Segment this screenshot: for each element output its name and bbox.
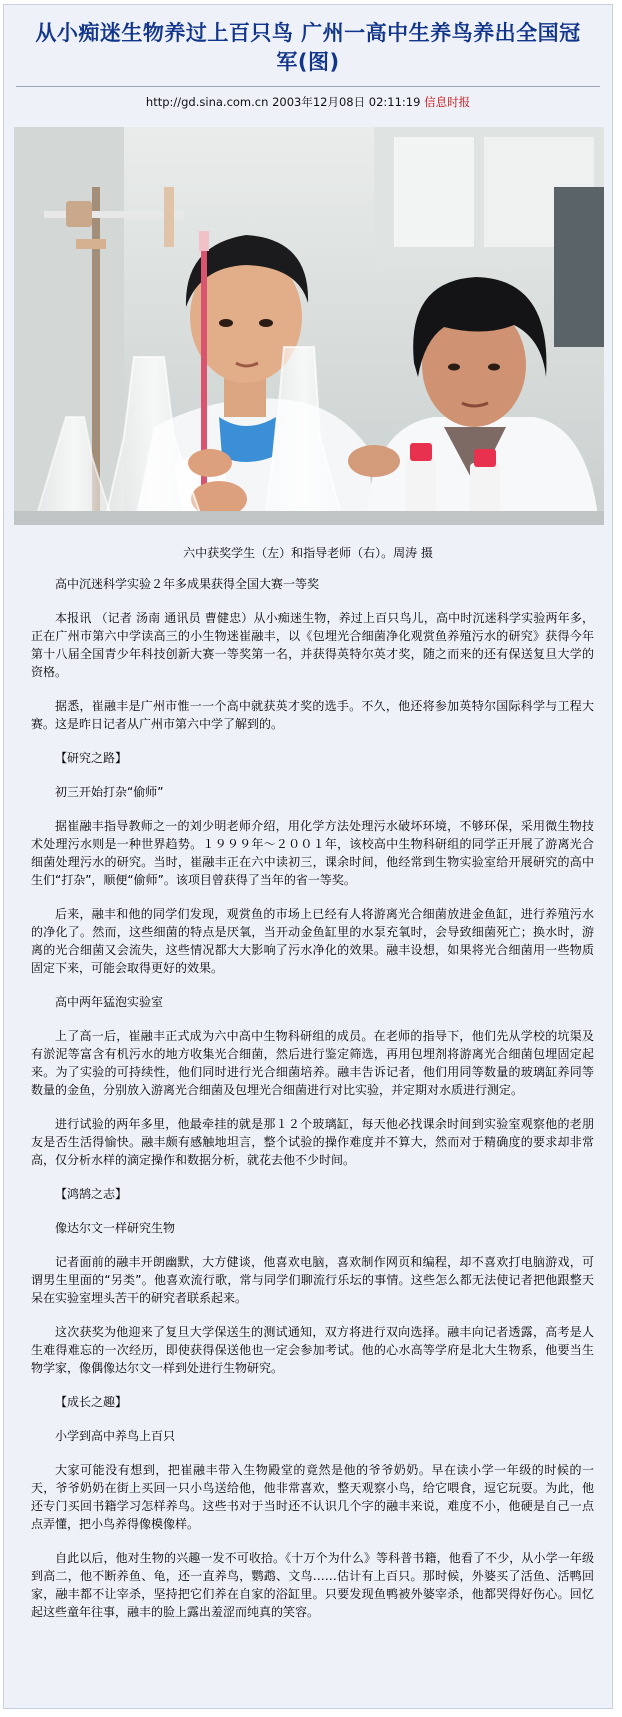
article-paragraph: 进行试验的两年多里，他最牵挂的就是那１２个玻璃缸，每天他必找课余时间到实验室观察他的老朋友是否生活得愉快。融丰颇有感触地坦言，整个试验的操作难度并不算大，然而对于精确度的要求却非常高，仅分析水样的滴定操作和数据分析，就花去他不少时间。 (31, 1117, 594, 1167)
sub-heading: 高中两年猛泡实验室 (55, 995, 164, 1009)
article-paragraph: 大家可能没有想到，把崔融丰带入生物殿堂的竟然是他的爷爷奶奶。早在读小学一年级的时候的一天，爷爷奶奶在街上买回一只小鸟送给他，他非常喜欢，整天观察小鸟，给它喂食，逗它玩耍。为此，他还专门买回书籍学习怎样养鸟。这些书对于当时还不认识几个字的融丰来说，难度不小，他硬是自己一点点弄懂，把小鸟养得像模像样。 (31, 1463, 594, 1531)
sub-heading: 小学到高中养鸟上百只 (55, 1429, 176, 1443)
article-photo (14, 127, 604, 525)
article-paragraph: 记者面前的融丰开朗幽默，大方健谈，他喜欢电脑，喜欢制作网页和编程，却不喜欢打电脑游戏，可谓男生里面的“另类”。他喜欢流行歌，常与同学们聊流行乐坛的事情。这些怎么都无法使记者把他跟整天呆在实验室埋头苦干的研究者联系起来。 (31, 1255, 594, 1305)
article-page (3, 4, 613, 1709)
section-heading: 【成长之趣】 (55, 1395, 128, 1409)
source-link[interactable]: 信息时报 (424, 95, 471, 109)
article-paragraph: 自此以后，他对生物的兴趣一发不可收拾。《十万个为什么》等科普书籍，他看了不少，从小学一年级到高二，他不断养鱼、龟，还一直养鸟，鹦鹉、文鸟……估计有上百只。那时候，外婆买了活鱼、活鸭回家，融丰都不让宰杀，坚持把它们养在自家的浴缸里。只要发现鱼鸭被外婆宰杀，他都哭得好伤心。回忆起这些童年往事，融丰的脸上露出羞涩而纯真的笑容。 (31, 1551, 594, 1619)
article-paragraph: 上了高一后，崔融丰正式成为六中高中生物科研组的成员。在老师的指导下，他们先从学校的坑渠及有淤泥等富含有机污水的地方收集光合细菌，然后进行鉴定筛选，再用包埋剂将游离光合细菌包埋固定起来。为了实验的可持续性，他们同时进行光合细菌培养。融丰告诉记者，他们用同等数量的玻璃缸养同等数量的金鱼，分别放入游离光合细菌及包埋光合细菌进行对比实验，并定期对水质进行测定。 (31, 1029, 594, 1097)
sub-heading: 像达尔文一样研究生物 (55, 1221, 176, 1235)
article-paragraph: 后来，融丰和他的同学们发现，观赏鱼的市场上已经有人将游离光合细菌放进金鱼缸，进行养殖污水的净化了。然而，这些细菌的特点是厌氧，当开动金鱼缸里的水泵充氧时，会导致细菌死亡；换水时，游离的光合细菌又会流失，这些情况都大大影响了污水净化的效果。融丰设想，如果将光合细菌用一些物质固定下来，可能会取得更好的效果。 (31, 907, 594, 975)
article-subtitle: 高中沉迷科学实验２年多成果获得全国大赛一等奖 (55, 577, 320, 591)
sub-heading: 初三开始打杂“偷师” (55, 785, 164, 799)
publish-time: 02:11:19 (368, 95, 421, 109)
article-title: 从小痴迷生物养过上百只鸟 广州一高中生养鸟养出全国冠军(图) (35, 21, 581, 74)
title-divider (16, 86, 600, 87)
article-meta (4, 94, 612, 110)
source-url: http://gd.sina.com.cn (145, 95, 269, 109)
article-body (31, 575, 594, 1621)
article-paragraph: 据崔融丰指导教师之一的刘少明老师介绍，用化学方法处理污水破坏环境，不够环保，采用微生物技术处理污水则是一种世界趋势。１９９９年～２００１年，该校高中生物科研组的同学正开展了游离光合细菌处理污水的研究。当时，崔融丰正在六中读初三，课余时间，他经常到生物实验室给开展研究的高中生们“打杂”，顺便“偷师”。该项目曾获得了当年的省一等奖。 (31, 819, 594, 887)
article-paragraph: 据悉，崔融丰是广州市惟一一个高中就获英才奖的选手。不久，他还将参加英特尔国际科学与工程大赛。这是昨日记者从广州市第六中学了解到的。 (31, 699, 594, 731)
publish-date: 2003年12月08日 (272, 95, 366, 109)
article-paragraph: 这次获奖为他迎来了复旦大学保送生的测试通知，双方将进行双向选择。融丰向记者透露，高考是人生难得难忘的一次经历，即使获得保送他也一定会参加考试。他的心水高等学府是北大生物系，他要当生物学家，像偶像达尔文一样到处进行生物研究。 (31, 1325, 594, 1375)
section-heading: 【研究之路】 (55, 751, 128, 765)
section-heading: 【鸿鹄之志】 (55, 1187, 128, 1201)
article-paragraph: 本报讯 （记者 汤南 通讯员 曹健忠）从小痴迷生物，养过上百只鸟儿，高中时沉迷科学实验两年多，正在广州市第六中学读高三的小生物迷崔融丰，以《包埋光合细菌净化观赏鱼养殖污水的研究》获得今年第十八届全国青少年科技创新大赛一等奖第一名，并获得英特尔英才奖，随之而来的还有保送复旦大学的资格。 (31, 611, 594, 679)
photo-caption: 六中获奖学生（左）和指导老师（右）。周涛 摄 (183, 546, 433, 560)
